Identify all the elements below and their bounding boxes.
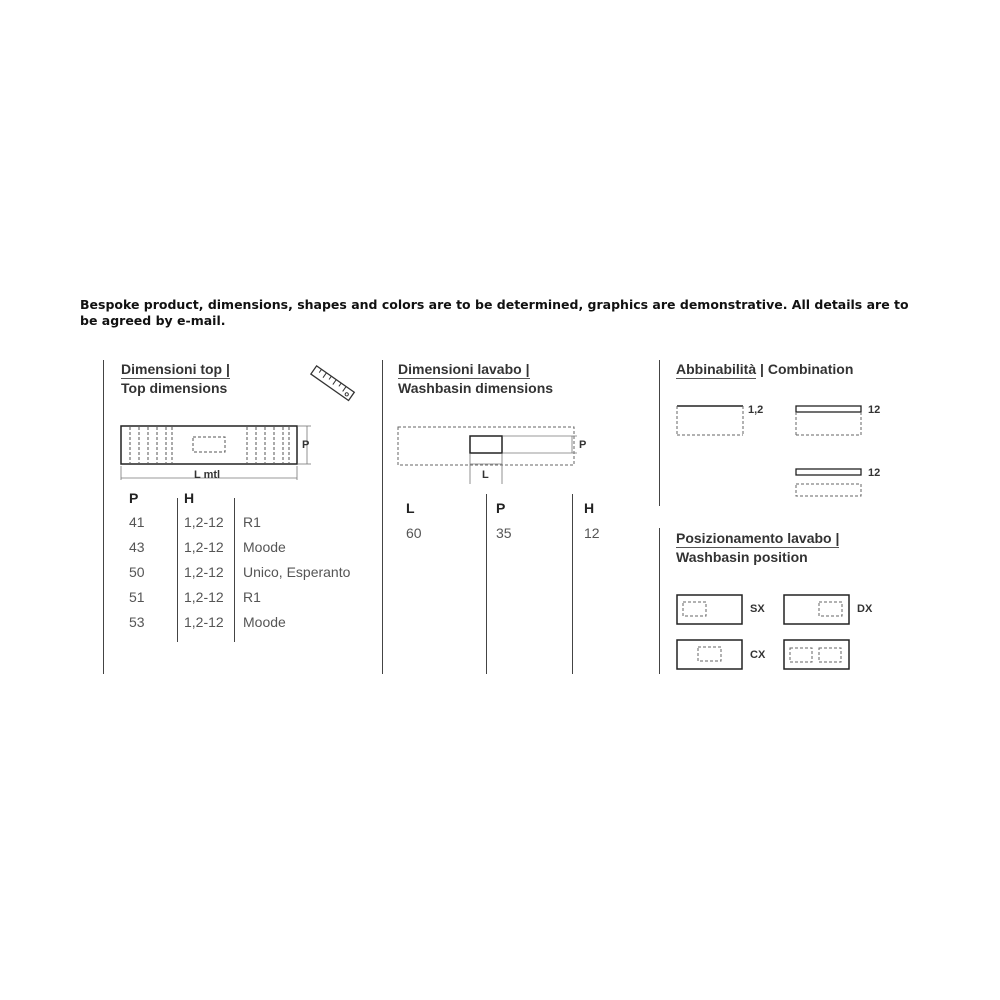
position-diagram-dx — [783, 594, 853, 628]
column-divider — [486, 494, 487, 674]
top-outline — [121, 426, 297, 464]
separator-line — [659, 528, 660, 674]
washbasin-header-p: P — [496, 500, 506, 516]
top-cell-h: 1,2-12 — [184, 614, 224, 630]
washbasin-length-label: L — [482, 469, 489, 481]
combination-diagram-2 — [795, 404, 865, 438]
top-cell-h: 1,2-12 — [184, 589, 224, 605]
washbasin-dimensions-title-it: Dimensioni lavabo | — [398, 361, 530, 377]
washbasin-outline — [470, 436, 502, 453]
column-divider — [177, 498, 178, 642]
washbasin-cell-h: 12 — [584, 525, 600, 541]
top-cell-p: 41 — [129, 514, 145, 530]
washbasin-header-l: L — [406, 500, 415, 516]
combination-title-en: Combination — [767, 361, 854, 377]
top-cell-p: 50 — [129, 564, 145, 580]
separator-line — [103, 360, 104, 674]
washbasin-depth-label: P — [579, 439, 587, 451]
top-dimensions-title-en: Top dimensions — [121, 380, 228, 396]
washbasin-position-title — [676, 529, 839, 566]
washbasin-dimensions-title-en: Washbasin dimensions — [398, 380, 554, 396]
top-cell-model: Moode — [243, 614, 286, 630]
top-header-p: P — [129, 490, 139, 506]
top-dashed-lines — [130, 427, 289, 463]
top-cell-h: 1,2-12 — [184, 564, 224, 580]
separator-line — [382, 360, 383, 674]
top-cell-h: 1,2-12 — [184, 514, 224, 530]
top-cell-p: 43 — [129, 539, 145, 555]
top-header-h: H — [184, 490, 195, 506]
top-cell-model: Unico, Esperanto — [243, 564, 351, 580]
top-cell-p: 53 — [129, 614, 145, 630]
washbasin-cell-p: 35 — [496, 525, 512, 541]
washbasin-dimensions-title — [398, 360, 553, 397]
position-diagram-double — [783, 639, 853, 673]
separator-line — [659, 360, 660, 506]
top-cell-model: R1 — [243, 589, 261, 605]
top-length-label: L mtl — [194, 469, 221, 481]
combination-label-1: 1,2 — [748, 404, 764, 416]
column-divider — [572, 494, 573, 674]
washbasin-cell-l: 60 — [406, 525, 422, 541]
disclaimer-text: Bespoke product, dimensions, shapes and colors are to be determined, graphics are demonstrative. All details are to be agreed by e-mail. — [80, 297, 909, 328]
combination-title — [676, 360, 853, 379]
combination-label-2: 12 — [868, 404, 881, 416]
column-divider — [234, 498, 235, 642]
washbasin-position-title-it: Posizionamento lavabo | — [676, 530, 840, 546]
top-cell-h: 1,2-12 — [184, 539, 224, 555]
top-depth-label: P — [302, 439, 310, 451]
top-cell-p: 51 — [129, 589, 145, 605]
washbasin-position-title-en: Washbasin position — [676, 549, 808, 565]
position-label-dx: DX — [857, 603, 873, 615]
combination-diagram-1 — [676, 404, 746, 438]
ruler-icon — [306, 360, 362, 408]
washbasin-dimensions-diagram — [395, 424, 595, 486]
top-dimensions-title-it: Dimensioni top | — [121, 361, 230, 377]
combination-title-it: Abbinabilità — [676, 361, 757, 377]
position-diagram-cx — [676, 639, 746, 673]
combination-diagram-3 — [795, 467, 865, 499]
top-dimensions-title — [121, 360, 230, 397]
combination-label-3: 12 — [868, 467, 881, 479]
top-basin-outline — [193, 437, 225, 452]
washbasin-header-h: H — [584, 500, 595, 516]
top-cell-model: R1 — [243, 514, 261, 530]
top-cell-model: Moode — [243, 539, 286, 555]
position-label-cx: CX — [750, 649, 766, 661]
combination-title-sep: | — [756, 361, 768, 377]
position-diagram-sx — [676, 594, 746, 628]
position-label-sx: SX — [750, 603, 765, 615]
